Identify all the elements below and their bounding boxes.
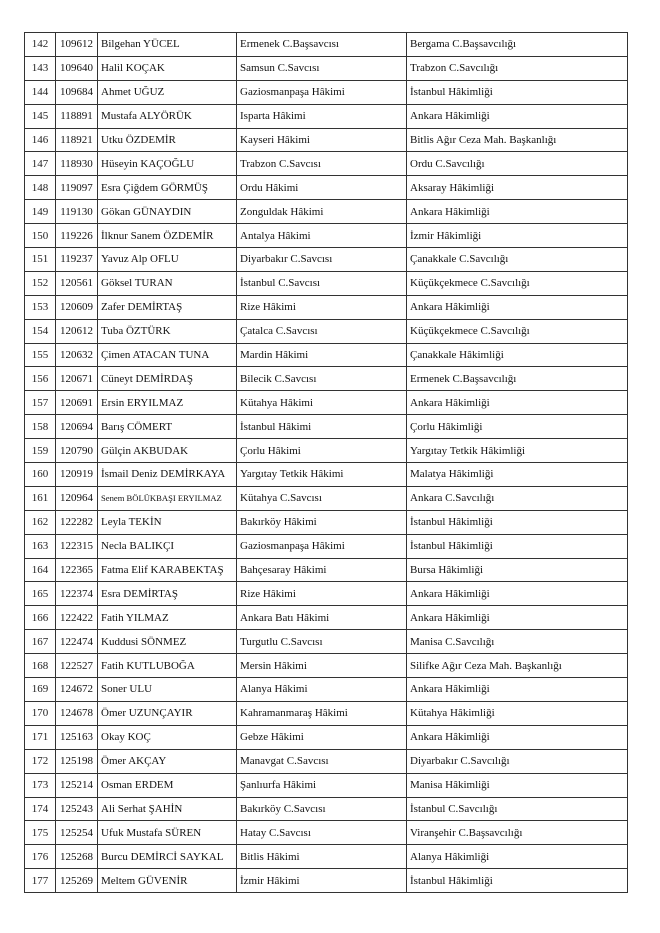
row-number: 150 xyxy=(25,224,56,248)
appointed-position: Ankara Hâkimliği xyxy=(407,725,628,749)
current-position: Yargıtay Tetkik Hâkimi xyxy=(237,463,407,487)
registry-number: 120694 xyxy=(56,415,98,439)
person-name: Esra Çiğdem GÖRMÜŞ xyxy=(98,176,237,200)
row-number: 162 xyxy=(25,510,56,534)
appointed-position: Malatya Hâkimliği xyxy=(407,463,628,487)
appointed-position: Küçükçekmece C.Savcılığı xyxy=(407,271,628,295)
registry-number: 120964 xyxy=(56,486,98,510)
person-name: İlknur Sanem ÖZDEMİR xyxy=(98,224,237,248)
person-name: Halil KOÇAK xyxy=(98,56,237,80)
table-row xyxy=(25,582,628,606)
row-number: 176 xyxy=(25,845,56,869)
current-position: Zonguldak Hâkimi xyxy=(237,200,407,224)
registry-number: 120691 xyxy=(56,391,98,415)
current-position: Kütahya Hâkimi xyxy=(237,391,407,415)
row-number: 160 xyxy=(25,463,56,487)
person-name: Tuba ÖZTÜRK xyxy=(98,319,237,343)
table-row xyxy=(25,630,628,654)
registry-number: 122422 xyxy=(56,606,98,630)
person-name: Ufuk Mustafa SÜREN xyxy=(98,821,237,845)
appointed-position: İstanbul Hâkimliği xyxy=(407,869,628,893)
person-name: Ömer AKÇAY xyxy=(98,749,237,773)
person-name: İsmail Deniz DEMİRKAYA xyxy=(98,463,237,487)
row-number: 151 xyxy=(25,248,56,272)
row-number: 166 xyxy=(25,606,56,630)
current-position: Ordu Hâkimi xyxy=(237,176,407,200)
registry-number: 119237 xyxy=(56,248,98,272)
appointed-position: Ankara Hâkimliği xyxy=(407,391,628,415)
table-row xyxy=(25,749,628,773)
person-name: Leyla TEKİN xyxy=(98,510,237,534)
registry-number: 122527 xyxy=(56,654,98,678)
table-row xyxy=(25,152,628,176)
row-number: 172 xyxy=(25,749,56,773)
registry-number: 120919 xyxy=(56,463,98,487)
registry-number: 118930 xyxy=(56,152,98,176)
table-row xyxy=(25,510,628,534)
current-position: Bilecik C.Savcısı xyxy=(237,367,407,391)
appointed-position: İstanbul C.Savcılığı xyxy=(407,797,628,821)
current-position: Trabzon C.Savcısı xyxy=(237,152,407,176)
appointed-position: Viranşehir C.Başsavcılığı xyxy=(407,821,628,845)
registry-number: 125163 xyxy=(56,725,98,749)
table-row xyxy=(25,606,628,630)
table-row xyxy=(25,654,628,678)
person-name: Cüneyt DEMİRDAŞ xyxy=(98,367,237,391)
appointed-position: Ordu C.Savcılığı xyxy=(407,152,628,176)
row-number: 159 xyxy=(25,439,56,463)
current-position: Manavgat C.Savcısı xyxy=(237,749,407,773)
appointed-position: Alanya Hâkimliği xyxy=(407,845,628,869)
appointed-position: Ermenek C.Başsavcılığı xyxy=(407,367,628,391)
table-row xyxy=(25,415,628,439)
registry-number: 119226 xyxy=(56,224,98,248)
appointed-position: Çanakkale Hâkimliği xyxy=(407,343,628,367)
registry-number: 122282 xyxy=(56,510,98,534)
table-row xyxy=(25,80,628,104)
appointed-position: Manisa C.Savcılığı xyxy=(407,630,628,654)
appointed-position: Çorlu Hâkimliği xyxy=(407,415,628,439)
appointed-position: Ankara Hâkimliği xyxy=(407,606,628,630)
person-name: Ersin ERYILMAZ xyxy=(98,391,237,415)
current-position: Bakırköy Hâkimi xyxy=(237,510,407,534)
person-name: Okay KOÇ xyxy=(98,725,237,749)
current-position: Gebze Hâkimi xyxy=(237,725,407,749)
row-number: 147 xyxy=(25,152,56,176)
appointed-position: Diyarbakır C.Savcılığı xyxy=(407,749,628,773)
table-row xyxy=(25,725,628,749)
registry-number: 125268 xyxy=(56,845,98,869)
row-number: 168 xyxy=(25,654,56,678)
row-number: 148 xyxy=(25,176,56,200)
row-number: 173 xyxy=(25,773,56,797)
current-position: Çatalca C.Savcısı xyxy=(237,319,407,343)
registry-number: 109684 xyxy=(56,80,98,104)
table-row xyxy=(25,248,628,272)
appointed-position: Küçükçekmece C.Savcılığı xyxy=(407,319,628,343)
registry-number: 125254 xyxy=(56,821,98,845)
current-position: Diyarbakır C.Savcısı xyxy=(237,248,407,272)
appointed-position: Ankara C.Savcılığı xyxy=(407,486,628,510)
row-number: 175 xyxy=(25,821,56,845)
registry-number: 118921 xyxy=(56,128,98,152)
appointed-position: Ankara Hâkimliği xyxy=(407,678,628,702)
table-row xyxy=(25,343,628,367)
registry-number: 109640 xyxy=(56,56,98,80)
appointed-position: Bergama C.Başsavcılığı xyxy=(407,33,628,57)
table-row xyxy=(25,295,628,319)
table-row xyxy=(25,845,628,869)
person-name: Çimen ATACAN TUNA xyxy=(98,343,237,367)
current-position: Rize Hâkimi xyxy=(237,295,407,319)
current-position: Rize Hâkimi xyxy=(237,582,407,606)
person-name: Ahmet UĞUZ xyxy=(98,80,237,104)
current-position: Mersin Hâkimi xyxy=(237,654,407,678)
current-position: Hatay C.Savcısı xyxy=(237,821,407,845)
row-number: 177 xyxy=(25,869,56,893)
table-row xyxy=(25,367,628,391)
table-row xyxy=(25,797,628,821)
row-number: 154 xyxy=(25,319,56,343)
person-name: Utku ÖZDEMİR xyxy=(98,128,237,152)
table-row xyxy=(25,319,628,343)
current-position: İstanbul Hâkimi xyxy=(237,415,407,439)
current-position: Ankara Batı Hâkimi xyxy=(237,606,407,630)
registry-number: 120612 xyxy=(56,319,98,343)
current-position: Kahramanmaraş Hâkimi xyxy=(237,701,407,725)
appointed-position: Çanakkale C.Savcılığı xyxy=(407,248,628,272)
current-position: Samsun C.Savcısı xyxy=(237,56,407,80)
registry-number: 125198 xyxy=(56,749,98,773)
table-row xyxy=(25,869,628,893)
appointed-position: Aksaray Hâkimliği xyxy=(407,176,628,200)
row-number: 149 xyxy=(25,200,56,224)
person-name: Hüseyin KAÇOĞLU xyxy=(98,152,237,176)
row-number: 171 xyxy=(25,725,56,749)
person-name: Gülçin AKBUDAK xyxy=(98,439,237,463)
appointed-position: Ankara Hâkimliği xyxy=(407,104,628,128)
current-position: Turgutlu C.Savcısı xyxy=(237,630,407,654)
current-position: Gaziosmanpaşa Hâkimi xyxy=(237,534,407,558)
person-name: Mustafa ALYÖRÜK xyxy=(98,104,237,128)
table-row xyxy=(25,821,628,845)
table-row xyxy=(25,391,628,415)
registry-number: 118891 xyxy=(56,104,98,128)
row-number: 155 xyxy=(25,343,56,367)
table-row xyxy=(25,439,628,463)
person-name: Kuddusi SÖNMEZ xyxy=(98,630,237,654)
person-name: Osman ERDEM xyxy=(98,773,237,797)
registry-number: 122374 xyxy=(56,582,98,606)
appointed-position: İzmir Hâkimliği xyxy=(407,224,628,248)
registry-number: 124672 xyxy=(56,678,98,702)
registry-number: 122315 xyxy=(56,534,98,558)
registry-number: 122365 xyxy=(56,558,98,582)
current-position: Bitlis Hâkimi xyxy=(237,845,407,869)
current-position: Bahçesaray Hâkimi xyxy=(237,558,407,582)
row-number: 152 xyxy=(25,271,56,295)
row-number: 163 xyxy=(25,534,56,558)
row-number: 144 xyxy=(25,80,56,104)
registry-number: 120561 xyxy=(56,271,98,295)
registry-number: 120671 xyxy=(56,367,98,391)
current-position: Isparta Hâkimi xyxy=(237,104,407,128)
row-number: 164 xyxy=(25,558,56,582)
appointed-position: İstanbul Hâkimliği xyxy=(407,510,628,534)
table-row xyxy=(25,701,628,725)
registry-number: 125214 xyxy=(56,773,98,797)
row-number: 169 xyxy=(25,678,56,702)
registry-number: 119097 xyxy=(56,176,98,200)
row-number: 174 xyxy=(25,797,56,821)
person-name: Yavuz Alp OFLU xyxy=(98,248,237,272)
person-name: Meltem GÜVENİR xyxy=(98,869,237,893)
table-row xyxy=(25,104,628,128)
appointed-position: Kütahya Hâkimliği xyxy=(407,701,628,725)
registry-number: 120790 xyxy=(56,439,98,463)
appointed-position: Bursa Hâkimliği xyxy=(407,558,628,582)
appointment-table-body xyxy=(25,33,628,893)
appointed-position: Bitlis Ağır Ceza Mah. Başkanlığı xyxy=(407,128,628,152)
current-position: Antalya Hâkimi xyxy=(237,224,407,248)
current-position: Ermenek C.Başsavcısı xyxy=(237,33,407,57)
row-number: 165 xyxy=(25,582,56,606)
appointed-position: Trabzon C.Savcılığı xyxy=(407,56,628,80)
current-position: Alanya Hâkimi xyxy=(237,678,407,702)
row-number: 167 xyxy=(25,630,56,654)
person-name: Esra DEMİRTAŞ xyxy=(98,582,237,606)
table-row xyxy=(25,56,628,80)
table-row xyxy=(25,33,628,57)
row-number: 157 xyxy=(25,391,56,415)
current-position: İzmir Hâkimi xyxy=(237,869,407,893)
registry-number: 124678 xyxy=(56,701,98,725)
appointed-position: İstanbul Hâkimliği xyxy=(407,534,628,558)
row-number: 146 xyxy=(25,128,56,152)
appointed-position: Manisa Hâkimliği xyxy=(407,773,628,797)
appointment-table xyxy=(24,32,628,893)
person-name: Fatma Elif KARABEKTAŞ xyxy=(98,558,237,582)
person-name: Soner ULU xyxy=(98,678,237,702)
person-name: Senem BÖLÜKBAŞI ERYILMAZ xyxy=(98,486,237,510)
row-number: 143 xyxy=(25,56,56,80)
appointed-position: Ankara Hâkimliği xyxy=(407,200,628,224)
table-row xyxy=(25,271,628,295)
person-name: Ömer UZUNÇAYIR xyxy=(98,701,237,725)
registry-number: 120632 xyxy=(56,343,98,367)
registry-number: 119130 xyxy=(56,200,98,224)
row-number: 156 xyxy=(25,367,56,391)
current-position: Kütahya C.Savcısı xyxy=(237,486,407,510)
current-position: Gaziosmanpaşa Hâkimi xyxy=(237,80,407,104)
row-number: 142 xyxy=(25,33,56,57)
table-row xyxy=(25,773,628,797)
table-row xyxy=(25,224,628,248)
registry-number: 125243 xyxy=(56,797,98,821)
current-position: Kayseri Hâkimi xyxy=(237,128,407,152)
table-row xyxy=(25,558,628,582)
person-name: Barış CÖMERT xyxy=(98,415,237,439)
table-row xyxy=(25,678,628,702)
current-position: İstanbul C.Savcısı xyxy=(237,271,407,295)
row-number: 161 xyxy=(25,486,56,510)
row-number: 145 xyxy=(25,104,56,128)
person-name: Bilgehan YÜCEL xyxy=(98,33,237,57)
appointed-position: Yargıtay Tetkik Hâkimliği xyxy=(407,439,628,463)
current-position: Mardin Hâkimi xyxy=(237,343,407,367)
appointed-position: Ankara Hâkimliği xyxy=(407,295,628,319)
person-name: Necla BALIKÇI xyxy=(98,534,237,558)
table-row xyxy=(25,486,628,510)
row-number: 153 xyxy=(25,295,56,319)
registry-number: 125269 xyxy=(56,869,98,893)
appointed-position: İstanbul Hâkimliği xyxy=(407,80,628,104)
person-name: Göksel TURAN xyxy=(98,271,237,295)
current-position: Çorlu Hâkimi xyxy=(237,439,407,463)
table-row xyxy=(25,200,628,224)
table-row xyxy=(25,176,628,200)
person-name: Burcu DEMİRCİ SAYKAL xyxy=(98,845,237,869)
table-row xyxy=(25,463,628,487)
appointed-position: Ankara Hâkimliği xyxy=(407,582,628,606)
person-name: Ali Serhat ŞAHİN xyxy=(98,797,237,821)
person-name: Gökan GÜNAYDIN xyxy=(98,200,237,224)
registry-number: 122474 xyxy=(56,630,98,654)
person-name: Fatih KUTLUBOĞA xyxy=(98,654,237,678)
row-number: 158 xyxy=(25,415,56,439)
appointed-position: Silifke Ağır Ceza Mah. Başkanlığı xyxy=(407,654,628,678)
registry-number: 120609 xyxy=(56,295,98,319)
row-number: 170 xyxy=(25,701,56,725)
person-name: Zafer DEMİRTAŞ xyxy=(98,295,237,319)
registry-number: 109612 xyxy=(56,33,98,57)
person-name: Fatih YILMAZ xyxy=(98,606,237,630)
current-position: Bakırköy C.Savcısı xyxy=(237,797,407,821)
table-row xyxy=(25,534,628,558)
table-row xyxy=(25,128,628,152)
current-position: Şanlıurfa Hâkimi xyxy=(237,773,407,797)
